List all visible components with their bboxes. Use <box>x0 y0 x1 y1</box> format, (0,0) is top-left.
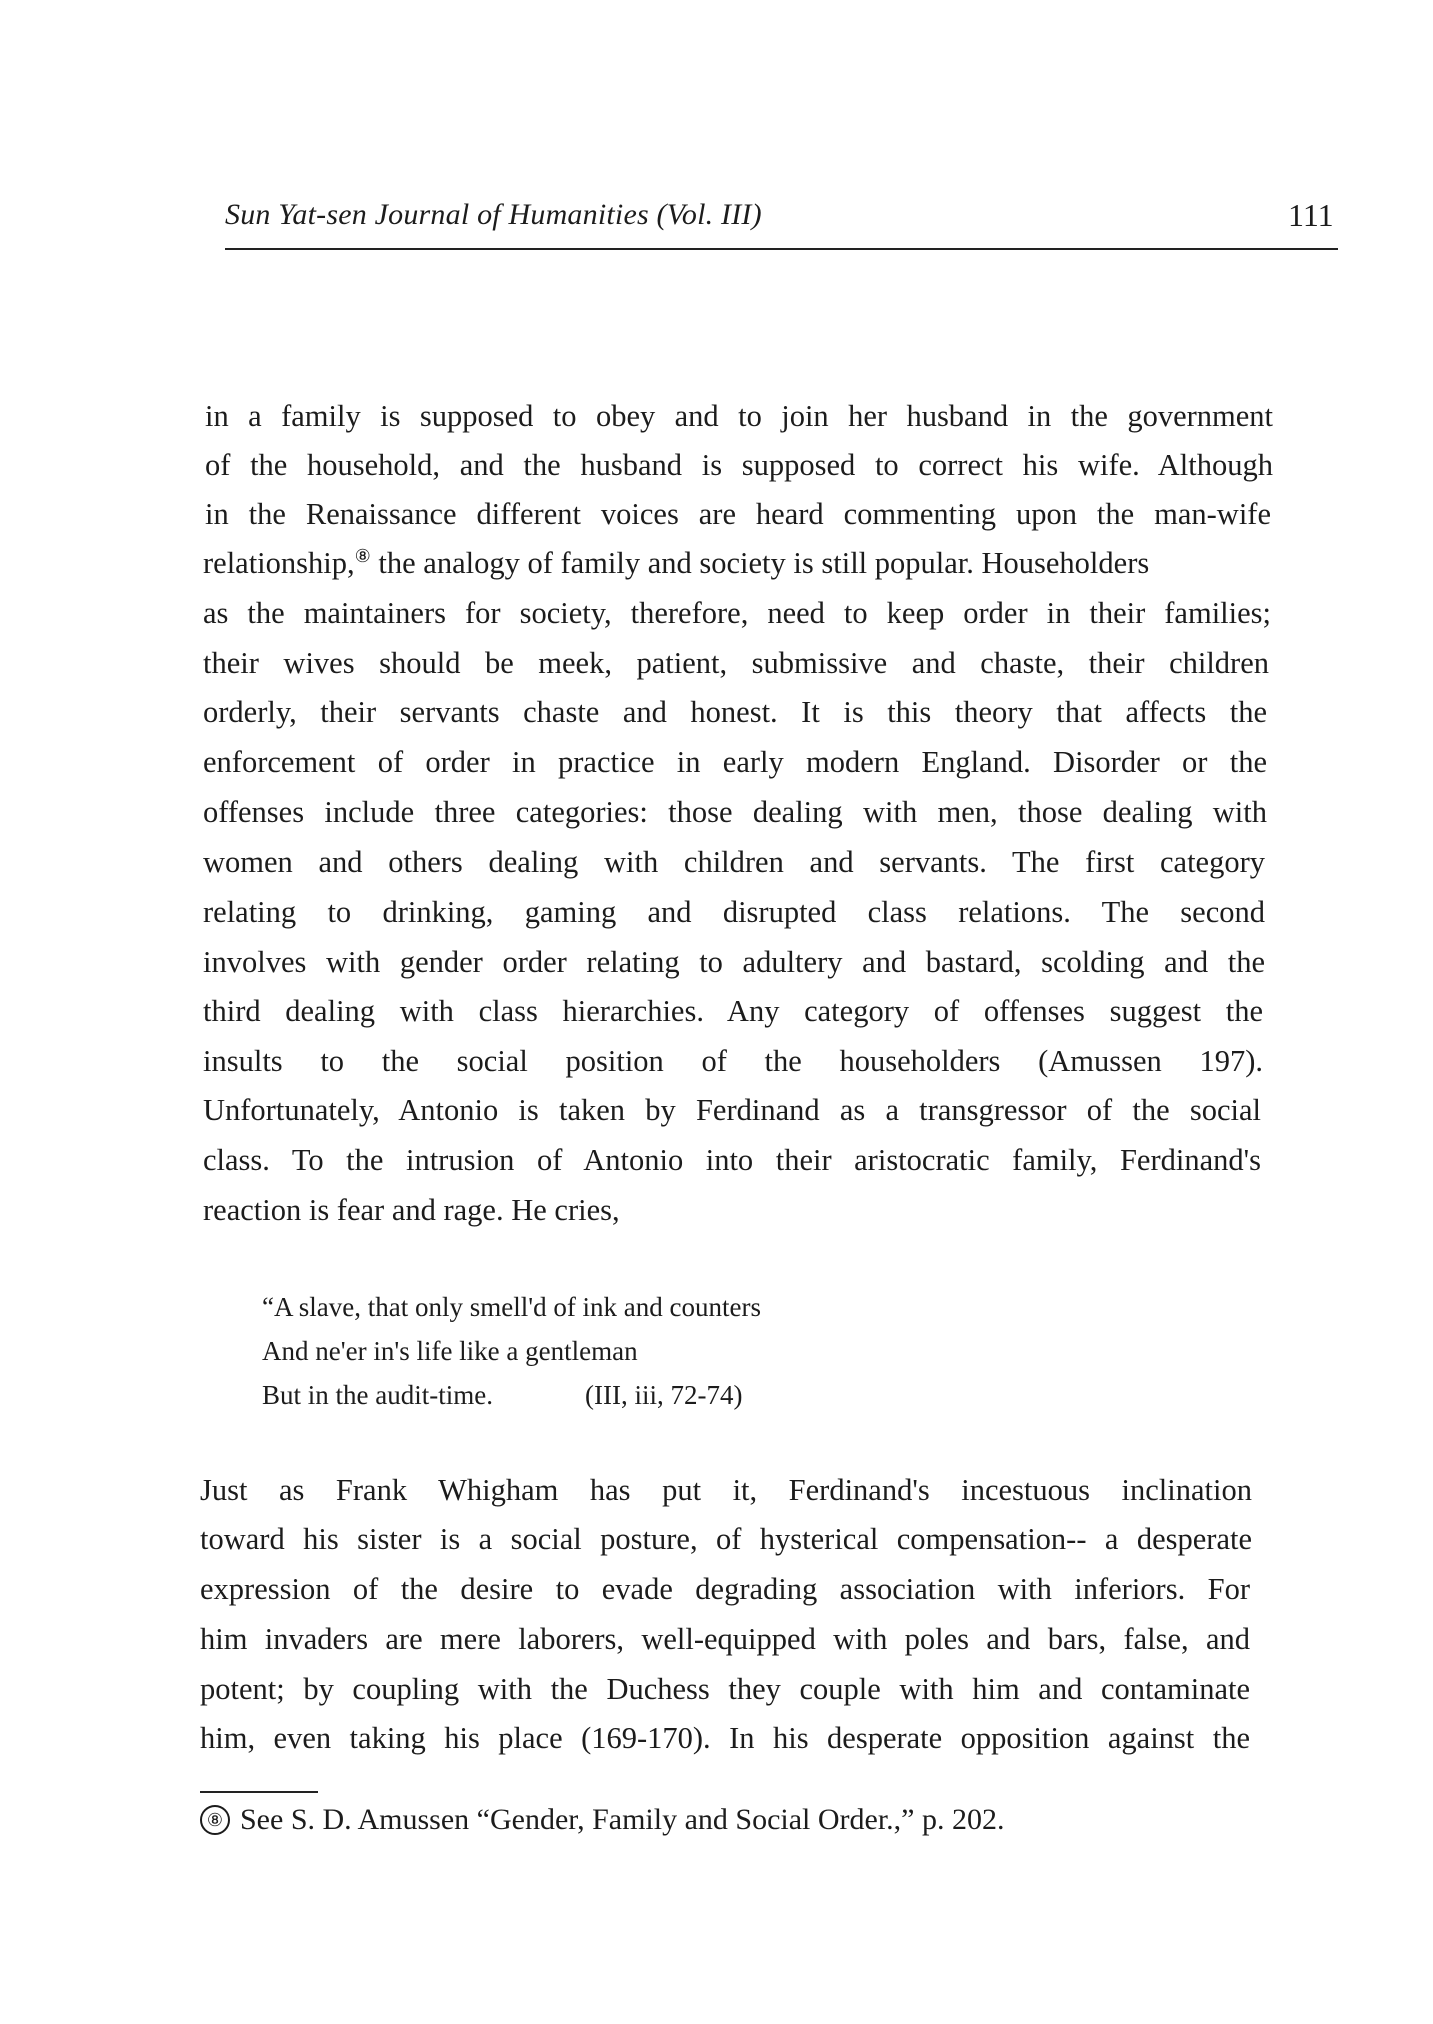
footnote-text: See S. D. Amussen “Gender, Family and Social Order.,” p. 202. <box>240 1803 1005 1836</box>
paragraph-line: as the maintainers for society, therefore, need to keep order in their families; <box>203 596 1271 630</box>
paragraph-line: enforcement of order in practice in early modern England. Disorder or the <box>203 745 1267 779</box>
paragraph-line: Unfortunately, Antonio is taken by Ferdinand as a transgressor of the social <box>203 1093 1261 1127</box>
paragraph-line: Just as Frank Whigham has put it, Ferdinand's incestuous inclination <box>200 1473 1252 1507</box>
paragraph-line: potent; by coupling with the Duchess they couple with him and contaminate <box>200 1672 1250 1706</box>
running-header-journal-title: Sun Yat-sen Journal of Humanities (Vol. III) <box>225 198 762 231</box>
paragraph-line: reaction is fear and rage. He cries, <box>203 1193 620 1227</box>
quotation-line: And ne'er in's life like a gentleman <box>262 1336 638 1366</box>
footnote-marker: ⑧ <box>200 1805 230 1835</box>
paragraph-line: their wives should be meek, patient, submissive and chaste, their children <box>203 646 1269 680</box>
paragraph-line: toward his sister is a social posture, of hysterical compensation-- a desperate <box>200 1522 1252 1556</box>
paragraph-line: in the Renaissance different voices are heard commenting upon the man-wife <box>205 497 1271 531</box>
paragraph-line: him, even taking his place (169-170). In his desperate opposition against the <box>200 1721 1250 1755</box>
footnote <box>200 1800 1005 1840</box>
paragraph-line: him invaders are mere laborers, well-equipped with poles and bars, false, and <box>200 1622 1250 1656</box>
paragraph-line: class. To the intrusion of Antonio into their aristocratic family, Ferdinand's <box>203 1143 1261 1177</box>
quotation-line: But in the audit-time. <box>262 1380 493 1410</box>
paragraph-line: third dealing with class hierarchies. Any category of offenses suggest the <box>203 994 1263 1028</box>
paragraph-line-start: relationship, <box>203 546 355 580</box>
quotation-line: “A slave, that only smell'd of ink and counters <box>262 1292 762 1322</box>
paragraph-line: insults to the social position of the householders (Amussen 197). <box>203 1044 1263 1078</box>
page-number: 111 <box>1288 197 1334 233</box>
header-rule <box>225 248 1338 250</box>
paragraph-line: women and others dealing with children and servants. The first category <box>203 845 1265 879</box>
paragraph-line: offenses include three categories: those dealing with men, those dealing with <box>203 795 1267 829</box>
paragraph-line-end: the analogy of family and society is still popular. Householders <box>378 546 1150 580</box>
paragraph-line: involves with gender order relating to adultery and bastard, scolding and the <box>203 945 1265 979</box>
paragraph-line: orderly, their servants chaste and honest. It is this theory that affects the <box>203 695 1267 729</box>
paragraph-line: relating to drinking, gaming and disrupted class relations. The second <box>203 895 1265 929</box>
footnote-reference: ⑧ <box>354 545 371 566</box>
paragraph-line: in a family is supposed to obey and to join her husband in the government <box>205 399 1273 433</box>
paragraph-line: expression of the desire to evade degrading association with inferiors. For <box>200 1572 1250 1606</box>
footnote-rule <box>200 1791 318 1793</box>
paragraph-line <box>0 543 1433 583</box>
paragraph-line: of the household, and the husband is supposed to correct his wife. Although <box>205 448 1273 482</box>
quotation-citation: (III, iii, 72-74) <box>585 1380 743 1410</box>
